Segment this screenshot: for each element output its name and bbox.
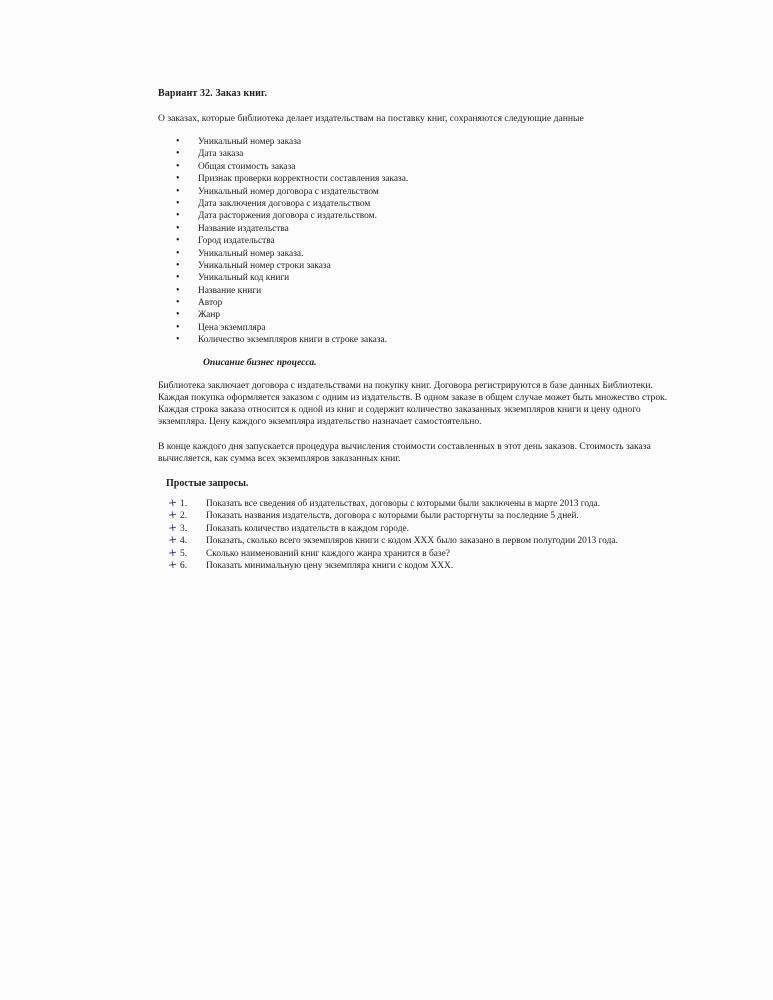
list-item: • Название книги xyxy=(176,285,408,297)
query-item xyxy=(168,497,618,509)
list-item: • Уникальный код книги xyxy=(176,272,408,284)
handwritten-plus-mark: + xyxy=(167,520,178,535)
query-text: Показать все сведения об издательствах, договоры с которыми были заключены в марте 2013 года. xyxy=(206,499,601,509)
list-item: • Дата расторжения договора с издательством. xyxy=(176,210,408,222)
handwritten-plus-mark: + xyxy=(167,557,178,572)
list-item: • Количество экземпляров книги в строке заказа. xyxy=(176,334,408,346)
list-item: • Жанр xyxy=(176,309,408,321)
handwritten-plus-mark: + xyxy=(167,545,178,560)
document-title: Вариант 32. Заказ книг. xyxy=(158,88,268,99)
data-fields-list xyxy=(176,136,408,347)
query-number: 4. xyxy=(180,536,188,547)
list-item: • Уникальный номер заказа. xyxy=(176,248,408,260)
query-item xyxy=(168,559,618,571)
query-item xyxy=(168,547,618,559)
list-item: • Дата заключения договора с издательством xyxy=(176,198,408,210)
query-text: Показать минимальную цену экземпляра книги с кодом XXX. xyxy=(206,560,454,571)
process-heading: Описание бизнес процесса. xyxy=(203,357,317,368)
handwritten-plus-mark: + xyxy=(167,532,178,547)
query-number: 3. xyxy=(180,523,188,534)
list-item: • Цена экземпляра xyxy=(176,322,408,334)
list-item: • Уникальный номер заказа xyxy=(176,136,408,148)
query-text: Показать названия издательств, договора с которыми были расторгнуты за последние 5 дней. xyxy=(206,511,579,522)
handwritten-plus-mark: + xyxy=(167,495,178,510)
list-item: • Уникальный номер строки заказа xyxy=(176,260,408,272)
list-item: • Общая стоимость заказа xyxy=(176,161,408,173)
query-text: Показать количество издательств в каждом городе. xyxy=(206,523,410,534)
query-number: 2. xyxy=(180,511,188,522)
query-text: Показать, сколько всего экземпляров книги с кодом XXX было заказано в первом полугодии 2013 года. xyxy=(206,536,618,547)
list-item: • Город издательства xyxy=(176,235,408,247)
handwritten-plus-mark: + xyxy=(167,508,178,523)
query-number: 6. xyxy=(180,560,188,571)
query-number: 1. xyxy=(180,499,188,509)
list-item: • Автор xyxy=(176,297,408,309)
list-item: • Дата заказа xyxy=(176,148,408,160)
list-item: • Название издательства xyxy=(176,223,408,235)
query-item xyxy=(168,534,618,546)
queries-list xyxy=(168,497,618,571)
list-item: • Признак проверки корректности составления заказа. xyxy=(176,173,408,185)
list-item: • Уникальный номер договора с издательством xyxy=(176,186,408,198)
query-item xyxy=(168,522,618,534)
query-text: Сколько наименований книг каждого жанра хранится в базе? xyxy=(206,548,450,559)
query-number: 5. xyxy=(180,548,188,559)
process-paragraph-2: В конце каждого дня запускается процедура вычисления стоимости составленных в этот день заказов. Стоимость заказа вычисляется, как сумма всех экземпляров заказанных книг. xyxy=(158,441,651,464)
intro-text: О заказах, которые библиотека делает издательствам на поставку книг, сохраняются следующие данные xyxy=(158,113,584,124)
query-item xyxy=(168,509,618,521)
queries-heading: Простые запросы. xyxy=(166,478,249,489)
process-paragraph-1: Библиотека заключает договора с издательствами на покупку книг. Договора регистрируются в базе данных Библиотеки. Каждая покупка оформляется заказом с одним из издательств. В одном заказе в общем случае может быть множество строк. Каждая строка заказа относится к одной из книг и содержит количество заказанных экземпляров книги и цену одного экземпляра. Цену каждого экземпляра издательство назначает самостоятельно. xyxy=(158,380,668,427)
